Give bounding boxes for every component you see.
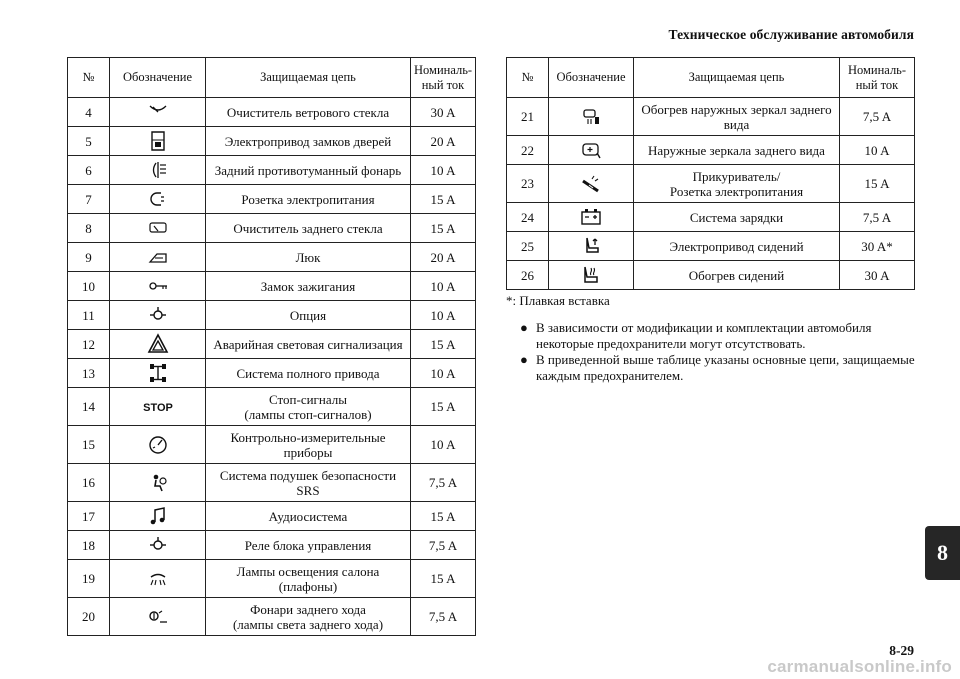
rated-current: 10 A xyxy=(411,156,476,185)
fuse-number: 16 xyxy=(68,464,110,502)
header-circuit: Защищаемая цепь xyxy=(206,58,411,98)
header-number: № xyxy=(68,58,110,98)
bullet-icon: ● xyxy=(520,320,528,335)
fuse-number: 24 xyxy=(507,203,549,232)
fuse-number: 5 xyxy=(68,127,110,156)
fuse-number: 9 xyxy=(68,243,110,272)
wiper-icon xyxy=(110,98,206,127)
table-row xyxy=(68,531,476,560)
ignition-key-icon xyxy=(110,272,206,301)
watermark: carmanualsonline.info xyxy=(767,657,952,676)
fuse-number: 26 xyxy=(507,261,549,290)
gauge-icon xyxy=(110,426,206,464)
table-row xyxy=(507,165,915,203)
fuse-number: 25 xyxy=(507,232,549,261)
fuse-number: 4 xyxy=(68,98,110,127)
protected-circuit: Люк xyxy=(206,243,411,272)
seat-heater-icon xyxy=(549,261,634,290)
door-mirror-icon xyxy=(549,136,634,165)
footnote: *: Плавкая вставка xyxy=(506,293,610,308)
protected-circuit: Электропривод сидений xyxy=(634,232,840,261)
rated-current: 10 A xyxy=(411,272,476,301)
sunroof-icon xyxy=(110,243,206,272)
fuse-number: 22 xyxy=(507,136,549,165)
fuse-number: 6 xyxy=(68,156,110,185)
table-row xyxy=(68,243,476,272)
table-row xyxy=(68,272,476,301)
rated-current: 7,5 A xyxy=(411,464,476,502)
rated-current: 30 A xyxy=(840,261,915,290)
table-row xyxy=(68,426,476,464)
rated-current: 7,5 A xyxy=(411,531,476,560)
table-row xyxy=(68,330,476,359)
rated-current: 15 A xyxy=(411,502,476,531)
protected-circuit: Система подушек безопасности SRS xyxy=(206,464,411,502)
rear-fog-icon xyxy=(110,156,206,185)
battery-icon xyxy=(549,203,634,232)
protected-circuit: Опция xyxy=(206,301,411,330)
note-text: В приведенной выше таблице указаны основные цепи, защищаемые каждым предохранителем. xyxy=(536,352,915,383)
rated-current: 15 A xyxy=(411,185,476,214)
protected-circuit: Аудиосистема xyxy=(206,502,411,531)
table-row xyxy=(68,156,476,185)
protected-circuit: Система полного привода xyxy=(206,359,411,388)
table-row xyxy=(68,560,476,598)
hazard-icon xyxy=(110,330,206,359)
protected-circuit: Прикуриватель/ Розетка электропитания xyxy=(634,165,840,203)
rated-current: 7,5 A xyxy=(840,203,915,232)
table-row xyxy=(68,214,476,243)
stop-icon xyxy=(110,388,206,426)
power-seat-icon xyxy=(549,232,634,261)
rated-current: 15 A xyxy=(411,388,476,426)
fuse-number: 13 xyxy=(68,359,110,388)
fuse-number: 23 xyxy=(507,165,549,203)
page-header-title: Техническое обслуживание автомобиля xyxy=(668,27,914,42)
protected-circuit: Электропривод замков дверей xyxy=(206,127,411,156)
fuse-number: 7 xyxy=(68,185,110,214)
fuse-number: 11 xyxy=(68,301,110,330)
fuse-number: 17 xyxy=(68,502,110,531)
protected-circuit: Фонари заднего хода (лампы света заднего хода) xyxy=(206,598,411,636)
protected-circuit: Очиститель заднего стекла xyxy=(206,214,411,243)
table-row xyxy=(68,359,476,388)
protected-circuit: Задний противотуманный фонарь xyxy=(206,156,411,185)
rated-current: 10 A xyxy=(411,301,476,330)
header-circuit: Защищаемая цепь xyxy=(634,58,840,98)
airbag-icon xyxy=(110,464,206,502)
fuse-number: 12 xyxy=(68,330,110,359)
page-number: 8-29 xyxy=(889,643,914,658)
table-row xyxy=(68,598,476,636)
table-row xyxy=(68,464,476,502)
protected-circuit: Стоп-сигналы (лампы стоп-сигналов) xyxy=(206,388,411,426)
fuse-number: 21 xyxy=(507,98,549,136)
note-item xyxy=(520,320,920,352)
rated-current: 7,5 A xyxy=(840,98,915,136)
rated-current: 15 A xyxy=(411,214,476,243)
table-row xyxy=(507,232,915,261)
protected-circuit: Наружные зеркала заднего вида xyxy=(634,136,840,165)
note-text: В зависимости от модификации и комплектации автомобиля некоторые предохранители могут отсутствовать. xyxy=(536,320,872,351)
mirror-heater-icon xyxy=(549,98,634,136)
power-socket-icon xyxy=(110,185,206,214)
fuse-number: 15 xyxy=(68,426,110,464)
table-row xyxy=(507,98,915,136)
notes-list xyxy=(520,320,920,384)
cigarette-lighter-icon xyxy=(549,165,634,203)
header-rating: Номиналь- ный ток xyxy=(840,58,915,98)
rated-current: 20 A xyxy=(411,243,476,272)
protected-circuit: Реле блока управления xyxy=(206,531,411,560)
protected-circuit: Аварийная световая сигнализация xyxy=(206,330,411,359)
note-item xyxy=(520,352,920,384)
header-symbol: Обозначение xyxy=(110,58,206,98)
protected-circuit: Лампы освещения салона (плафоны) xyxy=(206,560,411,598)
fuse-number: 10 xyxy=(68,272,110,301)
relay-icon xyxy=(110,531,206,560)
protected-circuit: Обогрев сидений xyxy=(634,261,840,290)
table-row xyxy=(68,127,476,156)
rated-current: 7,5 A xyxy=(411,598,476,636)
protected-circuit: Обогрев наружных зеркал заднего вида xyxy=(634,98,840,136)
door-lock-icon xyxy=(110,127,206,156)
header-symbol: Обозначение xyxy=(549,58,634,98)
bullet-icon: ● xyxy=(520,352,528,367)
table-row xyxy=(68,502,476,531)
protected-circuit: Система зарядки xyxy=(634,203,840,232)
header-rating: Номиналь- ный ток xyxy=(411,58,476,98)
rated-current: 10 A xyxy=(411,359,476,388)
rated-current: 10 A xyxy=(840,136,915,165)
table-row xyxy=(507,136,915,165)
rated-current: 15 A xyxy=(411,330,476,359)
table-row xyxy=(507,203,915,232)
rated-current: 15 A xyxy=(840,165,915,203)
table-row xyxy=(68,301,476,330)
fuse-number: 20 xyxy=(68,598,110,636)
rated-current: 30 A* xyxy=(840,232,915,261)
audio-icon xyxy=(110,502,206,531)
section-tab: 8 xyxy=(925,526,960,580)
table-row xyxy=(507,261,915,290)
fuse-number: 18 xyxy=(68,531,110,560)
fuse-number: 14 xyxy=(68,388,110,426)
protected-circuit: Розетка электропитания xyxy=(206,185,411,214)
svg-text:STOP: STOP xyxy=(142,401,173,414)
table-row xyxy=(68,185,476,214)
fuse-table-left xyxy=(67,57,476,636)
header-number: № xyxy=(507,58,549,98)
four-wd-icon xyxy=(110,359,206,388)
protected-circuit: Очиститель ветрового стекла xyxy=(206,98,411,127)
fuse-number: 19 xyxy=(68,560,110,598)
dome-light-icon xyxy=(110,560,206,598)
rated-current: 10 A xyxy=(411,426,476,464)
rated-current: 20 A xyxy=(411,127,476,156)
rated-current: 30 A xyxy=(411,98,476,127)
table-header-row xyxy=(507,58,915,98)
fuse-number: 8 xyxy=(68,214,110,243)
rear-wiper-icon xyxy=(110,214,206,243)
reverse-light-icon xyxy=(110,598,206,636)
table-row xyxy=(68,98,476,127)
table-row xyxy=(68,388,476,426)
fuse-table-right xyxy=(506,57,915,290)
option-icon xyxy=(110,301,206,330)
protected-circuit: Контрольно-измерительные приборы xyxy=(206,426,411,464)
rated-current: 15 A xyxy=(411,560,476,598)
table-header-row xyxy=(68,58,476,98)
protected-circuit: Замок зажигания xyxy=(206,272,411,301)
